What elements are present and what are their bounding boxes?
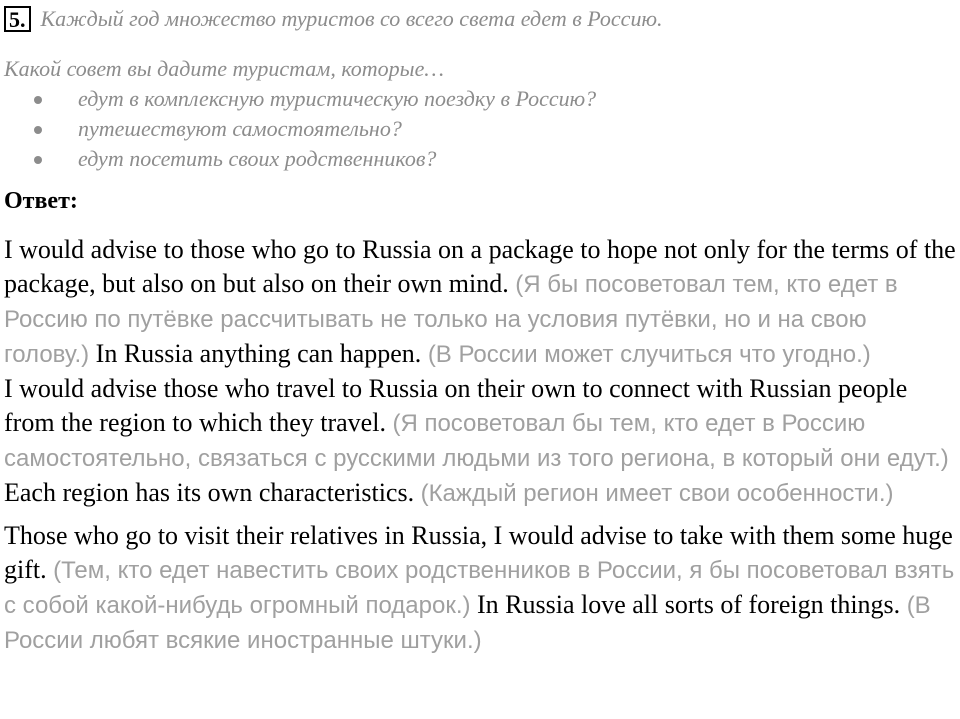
answer-body (4, 233, 956, 658)
russian-translation: (Я бы посоветовал тем, кто едет в Россию по путёвке рассчитывать не только на условия путёвки, но и на свою голову.) (4, 271, 898, 368)
bullet-dot-icon (34, 156, 42, 164)
english-text: Each region has its own characteristics. (4, 478, 415, 507)
answer-paragraph (4, 519, 956, 658)
list-item (4, 144, 956, 174)
list-item (4, 84, 956, 114)
answer-paragraph (4, 372, 956, 511)
bullet-dot-icon (34, 126, 42, 134)
russian-translation: (В России любят всякие иностранные штуки.) (4, 592, 931, 654)
english-text: In Russia love all sorts of foreign things. (477, 590, 901, 619)
english-text: Those who go to visit their relatives in Russia, I would advise to take with them some huge gift. (4, 521, 953, 584)
english-text: In Russia anything can happen. (95, 339, 422, 368)
task-block (4, 4, 956, 174)
task-question: Какой совет вы дадите туристам, которые… (4, 56, 444, 81)
bullet-text: путешествуют самостоятельно? (78, 116, 402, 141)
list-item (4, 114, 956, 144)
answer-label: Ответ: (4, 188, 78, 214)
answer-paragraph (4, 233, 956, 372)
task-number: 5. (4, 6, 31, 32)
bullet-dot-icon (34, 96, 42, 104)
russian-translation: (Тем, кто едет навестить своих родственников в России, я бы посоветовал взять с собой какой-нибудь огромный подарок.) (4, 557, 955, 619)
task-intro: Каждый год множество туристов со всего света едет в Россию. (40, 6, 663, 31)
english-text: I would advise to those who go to Russia on a package to hope not only for the terms of the package, but also on but also on their own mind. (4, 235, 956, 298)
russian-translation: (В России может случиться что угодно.) (427, 341, 871, 368)
russian-translation: (Я посоветовал бы тем, кто едет в Россию самостоятельно, связаться с русскими людьми из того региона, в который они едут.) (4, 410, 949, 472)
task-header (4, 4, 956, 34)
english-text: I would advise those who travel to Russia on their own to connect with Russian people from the region to which they travel. (4, 374, 908, 437)
bullet-text: едут в комплексную туристическую поездку в Россию? (78, 86, 597, 111)
task-bullet-list (4, 84, 956, 174)
russian-translation: (Каждый регион имеет свои особенности.) (420, 480, 894, 507)
bullet-text: едут посетить своих родственников? (78, 146, 437, 171)
